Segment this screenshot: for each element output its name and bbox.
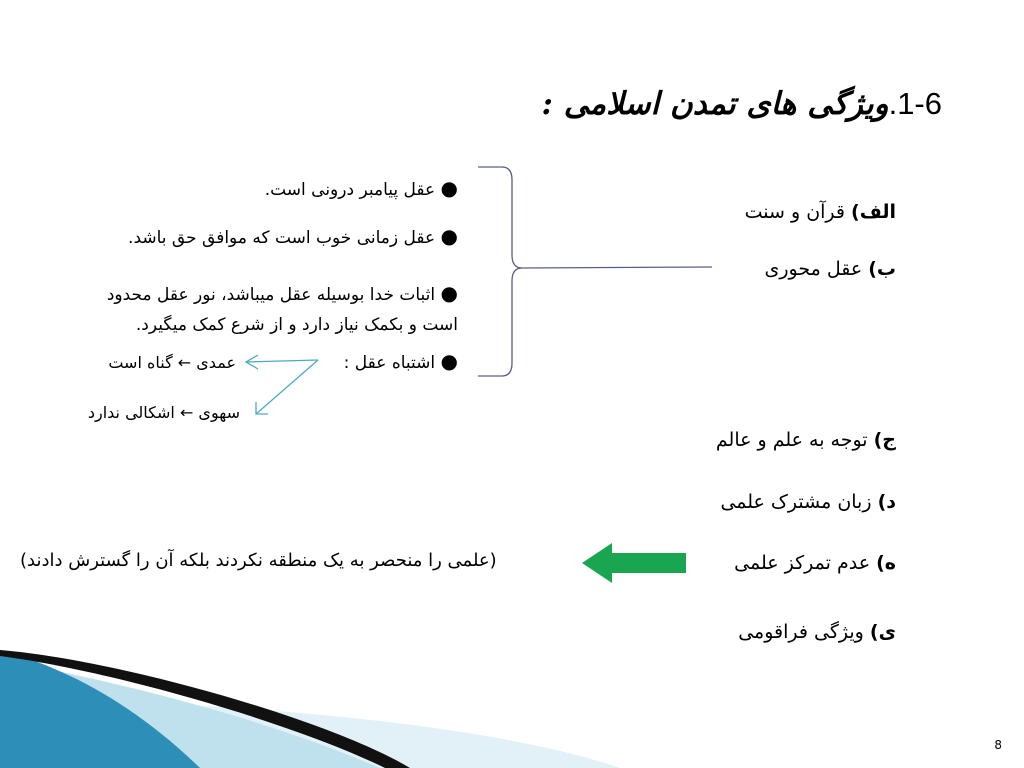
item-label: ی) bbox=[869, 621, 896, 643]
item-label: ب) bbox=[868, 258, 896, 280]
item-text: ویژگی فراقومی bbox=[738, 621, 870, 643]
title-text: ویژگی های تمدن اسلامی : bbox=[541, 86, 889, 122]
scientific-decentralization-note: (علمی را منحصر به یک منطقه نکردند بلکه آن را گسترش دادند) bbox=[20, 550, 497, 571]
item-text: عقل محوری bbox=[764, 258, 869, 280]
item-ye bbox=[738, 621, 896, 643]
branch-arrows bbox=[246, 355, 318, 414]
item-be bbox=[764, 258, 896, 280]
bullet-4 bbox=[344, 349, 458, 373]
bullet-text: عقل پیامبر درونی است. bbox=[264, 180, 436, 200]
decorative-wave bbox=[0, 650, 620, 768]
item-jim bbox=[716, 429, 896, 451]
item-text: توجه به علم و عالم bbox=[715, 429, 874, 451]
bullet-text-line1: اثبات خدا بوسیله عقل میباشد، نور عقل محدود bbox=[106, 285, 436, 305]
bracket-connector-line bbox=[522, 267, 712, 268]
bullet-dot-icon: ● bbox=[440, 349, 458, 373]
curly-bracket bbox=[478, 167, 522, 376]
sub-item-accidental: سهوی ← اشکالی ندارد bbox=[87, 403, 240, 422]
sub-item-intentional: عمدی ← گناه است bbox=[108, 353, 236, 372]
bullet-dot-icon: ● bbox=[440, 224, 458, 248]
slide-title bbox=[541, 86, 942, 122]
bullet-dot-icon: ● bbox=[440, 281, 458, 305]
item-label: ج) bbox=[873, 429, 896, 451]
bullet-1 bbox=[265, 176, 458, 200]
bullet-text-line2: است و بکمک نیاز دارد و از شرع کمک میگیرد. bbox=[135, 315, 458, 335]
item-label: د) bbox=[877, 491, 896, 513]
bullet-text: عقل زمانی خوب است که موافق حق باشد. bbox=[128, 228, 436, 248]
item-he bbox=[734, 552, 896, 574]
title-number: 1-6. bbox=[888, 86, 942, 121]
item-alef bbox=[745, 201, 896, 223]
item-dal bbox=[720, 491, 896, 513]
bullet-3 bbox=[107, 278, 458, 340]
green-arrow-icon bbox=[582, 543, 686, 583]
item-label: ه) bbox=[876, 552, 896, 574]
bullet-2 bbox=[128, 224, 458, 248]
bullet-dot-icon: ● bbox=[440, 176, 458, 200]
bullet-text: اشتباه عقل : bbox=[343, 353, 436, 373]
item-text: قرآن و سنت bbox=[744, 201, 852, 223]
page-number: 8 bbox=[994, 738, 1002, 752]
item-label: الف) bbox=[851, 201, 896, 223]
item-text: زبان مشترک علمی bbox=[720, 491, 878, 513]
item-text: عدم تمرکز علمی bbox=[734, 552, 877, 574]
